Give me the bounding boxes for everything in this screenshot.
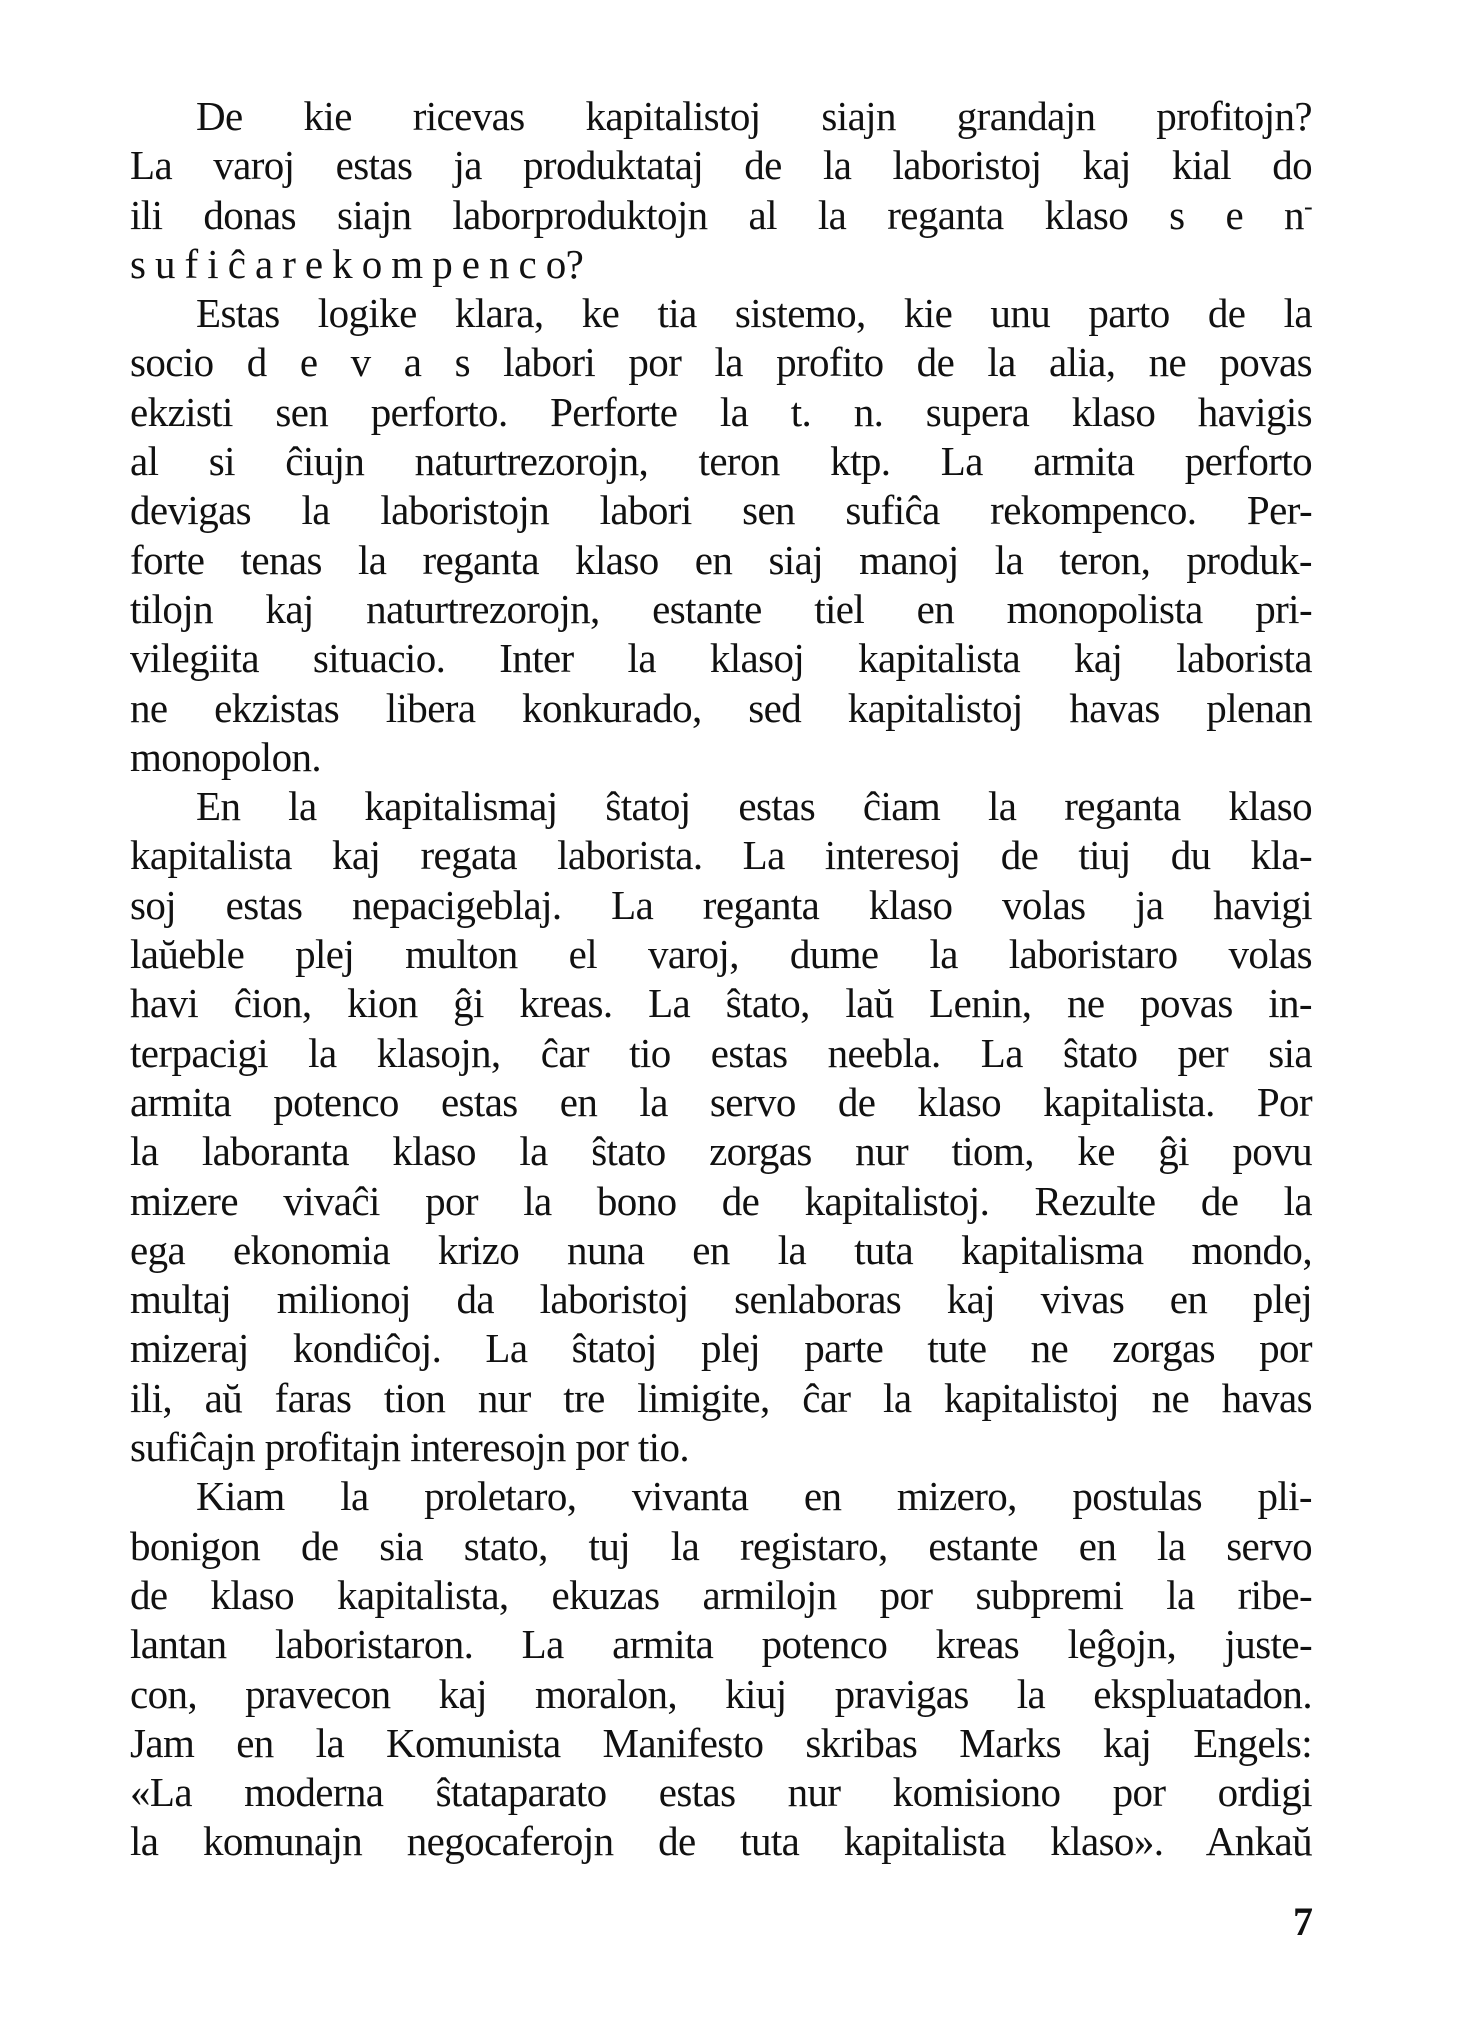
text-line: havi ĉion, kion ĝi kreas. La ŝtato, laŭ Lenin, ne povas in-: [130, 980, 1312, 1027]
text-line: con, pravecon kaj moralon, kiuj pravigas la ekspluatadon.: [130, 1670, 1312, 1717]
page-number: 7: [1293, 1899, 1313, 1944]
text-line: soj estas nepacigeblaj. La reganta klaso volas ja havigi: [130, 881, 1312, 928]
text-line: Kiam la proletaro, vivanta en mizero, postulas pli-: [196, 1473, 1312, 1520]
text-line: kapitalista kaj regata laborista. La interesoj de tiuj du kla-: [130, 832, 1312, 879]
text-line: ne ekzistas libera konkurado, sed kapitalistoj havas plenan: [130, 684, 1312, 731]
text-line: sufiĉajn profitajn interesojn por tio.: [130, 1424, 690, 1471]
paragraph: [130, 92, 1312, 289]
text-line: forte tenas la reganta klaso en siaj manoj la teron, produk-: [130, 536, 1312, 583]
text-line: bonigon de sia stato, tuj la registaro, estante en la servo: [130, 1522, 1312, 1569]
text-line: [130, 191, 1312, 240]
text-line: al si ĉiujn naturtrezorojn, teron ktp. La armita perforto: [130, 438, 1312, 485]
text-line: devigas la laboristojn labori sen sufiĉa rekompenco. Per-: [130, 487, 1312, 534]
text-line: terpacigi la klasojn, ĉar tio estas neebla. La ŝtato per sia: [130, 1029, 1312, 1076]
text-line: ekzisti sen perforto. Perforte la t. n. supera klaso havigis: [130, 388, 1312, 435]
text-line: En la kapitalismaj ŝtatoj estas ĉiam la reganta klaso: [196, 783, 1312, 830]
text-line: armita potenco estas en la servo de klaso kapitalista. Por: [130, 1078, 1312, 1125]
text-line: tilojn kaj naturtrezorojn, estante tiel en monopolista pri-: [130, 585, 1312, 632]
text-line: laŭeble plej multon el varoj, dume la laboristaro volas: [130, 931, 1312, 978]
text-line: socio d e v a s labori por la profito de la alia, ne povas: [130, 339, 1312, 386]
text-line-content: ili donas siajn laborproduktojn al la reganta klaso s e n: [130, 191, 1304, 238]
text-line: «La moderna ŝtataparato estas nur komisiono por ordigi: [130, 1769, 1312, 1816]
line-break-mark: -: [1303, 191, 1312, 221]
text-line: la komunajn negocaferojn de tuta kapitalista klaso». Ankaŭ: [130, 1818, 1312, 1865]
text-line: mizere vivaĉi por la bono de kapitalistoj. Rezulte de la: [130, 1177, 1312, 1224]
body-text: [130, 92, 1312, 1867]
text-line: Estas logike klara, ke tia sistemo, kie unu parto de la: [196, 290, 1312, 337]
text-line: Jam en la Komunista Manifesto skribas Marks kaj Engels:: [130, 1719, 1312, 1766]
text-line: de klaso kapitalista, ekuzas armilojn por subpremi la ribe-: [130, 1571, 1312, 1618]
text-line: multaj milionoj da laboristoj senlaboras kaj vivas en plej: [130, 1276, 1312, 1323]
paragraph: [130, 782, 1312, 1472]
text-line: La varoj estas ja produktataj de la laboristoj kaj kial do: [130, 142, 1312, 189]
text-line: monopolon.: [130, 733, 322, 780]
text-line: ega ekonomia krizo nuna en la tuta kapitalisma mondo,: [130, 1226, 1312, 1273]
paragraph: [130, 1472, 1312, 1866]
text-line: vilegiita situacio. Inter la klasoj kapitalista kaj laborista: [130, 635, 1312, 682]
text-line: s u f i ĉ a r e k o m p e n c o?: [130, 240, 584, 287]
text-line: De kie ricevas kapitalistoj siajn grandajn profitojn?: [196, 93, 1312, 139]
text-line: mizeraj kondiĉoj. La ŝtatoj plej parte tute ne zorgas por: [130, 1325, 1312, 1372]
paragraph: [130, 289, 1312, 782]
text-line: lantan laboristaron. La armita potenco kreas leĝojn, juste-: [130, 1621, 1312, 1668]
text-line: la laboranta klaso la ŝtato zorgas nur tiom, ke ĝi povu: [130, 1128, 1312, 1175]
text-line: ili, aŭ faras tion nur tre limigite, ĉar la kapitalistoj ne havas: [130, 1374, 1312, 1421]
